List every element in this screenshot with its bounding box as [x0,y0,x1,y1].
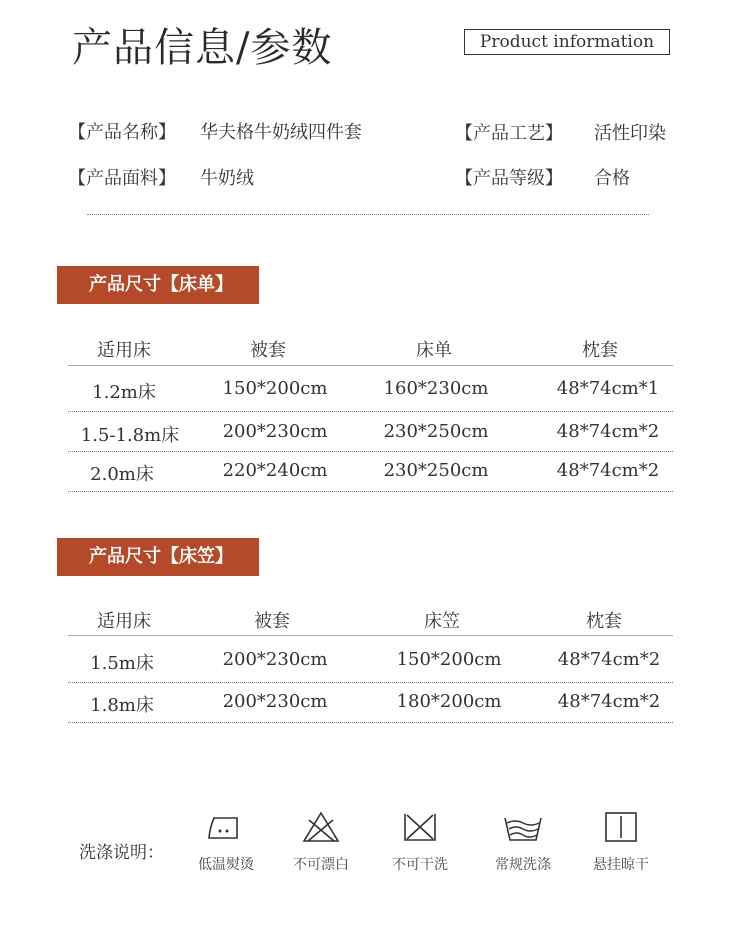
cell-duvet-cover: 200*230cm [222,649,328,670]
table-rule [68,411,673,412]
cell-sheet: 230*250cm [383,460,489,481]
table-rule [68,451,673,452]
size-table-fitted [68,590,673,730]
header-duvet-cover: 被套 [250,340,286,361]
table-rule [68,682,673,683]
no-bleach-icon [301,810,341,844]
cell-bed-size: 1.5m床 [90,653,154,674]
cell-pillowcase: 48*74cm*2 [556,421,660,442]
care-label: 不可漂白 [293,857,349,873]
header-duvet-cover: 被套 [254,611,290,632]
cell-pillowcase: 48*74cm*2 [557,691,661,712]
wash-instructions-label: 洗涤说明： [79,843,164,863]
hang-dry-icon [601,810,641,844]
product-name-label: 【产品名称】 [68,122,176,143]
no-dry-clean-icon [400,810,440,844]
normal-wash-icon [501,810,545,844]
header-pillowcase: 枕套 [586,611,622,632]
table-rule [68,491,673,492]
cell-pillowcase: 48*74cm*2 [557,649,661,670]
care-label: 常规洗涤 [495,857,551,873]
info-divider [87,214,649,215]
care-item-dry-clean [375,810,465,874]
care-item-hang-dry [576,810,666,874]
header-fitted-sheet: 床笠 [424,611,460,632]
cell-fitted-sheet: 180*200cm [396,691,502,712]
cell-fitted-sheet: 150*200cm [396,649,502,670]
product-craft-value: 活性印染 [594,123,666,144]
subtitle-en-box: Product information [464,29,670,55]
product-grade-label: 【产品等级】 [455,168,563,189]
low-temp-iron-icon [206,810,246,844]
section-band-fitted: 产品尺寸【床笠】 [57,538,259,576]
product-fabric-label: 【产品面料】 [68,168,176,189]
care-label: 低温熨烫 [198,857,254,873]
care-item-wash [478,810,568,874]
care-label: 不可干洗 [392,857,448,873]
cell-duvet-cover: 150*200cm [222,378,328,399]
care-item-bleach [276,810,366,874]
cell-bed-size: 2.0m床 [90,464,154,485]
cell-pillowcase: 48*74cm*2 [556,460,660,481]
product-name-value: 华夫格牛奶绒四件套 [200,122,362,143]
header-pillowcase: 枕套 [582,340,618,361]
header-bed-size: 适用床 [97,340,151,361]
table-rule [68,722,673,723]
table-rule [68,635,673,636]
header-sheet: 床单 [416,340,452,361]
cell-duvet-cover: 200*230cm [222,691,328,712]
cell-bed-size: 1.5-1.8m床 [80,425,180,446]
cell-sheet: 160*230cm [383,378,489,399]
product-fabric-value: 牛奶绒 [200,168,254,189]
section-band-sheet: 产品尺寸【床单】 [57,266,259,304]
care-item-iron [181,810,271,874]
header-bed-size: 适用床 [97,611,151,632]
size-table-sheet [68,320,673,495]
cell-bed-size: 1.2m床 [92,382,156,403]
table-rule [68,365,673,366]
cell-sheet: 230*250cm [383,421,489,442]
cell-duvet-cover: 220*240cm [222,460,328,481]
cell-pillowcase: 48*74cm*1 [556,378,660,399]
product-craft-label: 【产品工艺】 [455,123,563,144]
care-label: 悬挂晾干 [593,857,649,873]
cell-bed-size: 1.8m床 [90,695,154,716]
cell-duvet-cover: 200*230cm [222,421,328,442]
product-grade-value: 合格 [594,168,630,189]
page-title: 产品信息/参数 [72,25,333,71]
